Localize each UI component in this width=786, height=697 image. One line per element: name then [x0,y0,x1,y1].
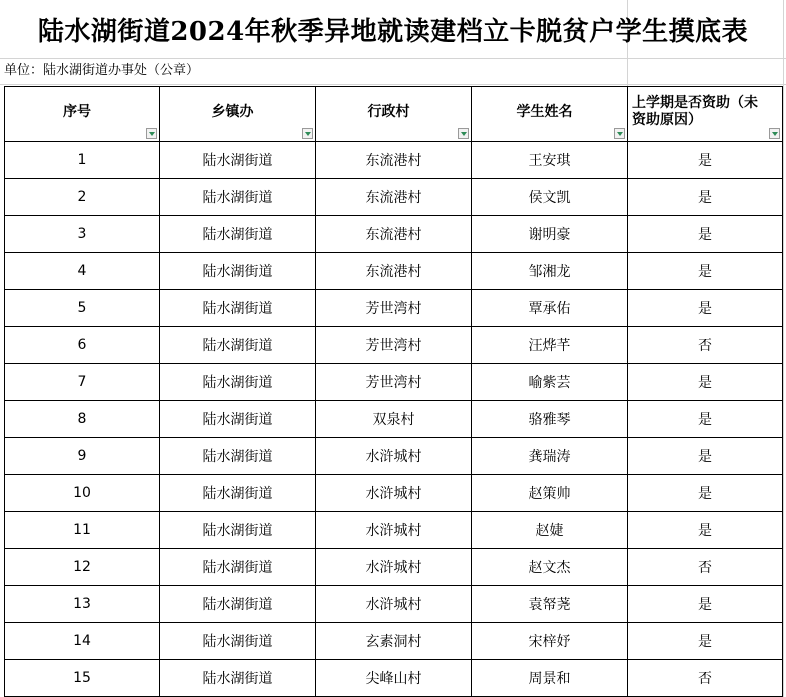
cell-funded[interactable]: 是 [628,142,783,179]
cell-village[interactable]: 芳世湾村 [316,290,472,327]
cell-village[interactable]: 东流港村 [316,142,472,179]
filter-dropdown-icon[interactable] [769,128,780,139]
table-row [5,660,783,697]
cell-village[interactable]: 水浒城村 [316,438,472,475]
cell-village[interactable]: 尖峰山村 [316,660,472,697]
cell-funded[interactable]: 是 [628,401,783,438]
header-cell-index [5,87,160,142]
cell-index[interactable]: 5 [5,290,160,327]
cell-village[interactable]: 芳世湾村 [316,327,472,364]
cell-student-name[interactable]: 谢明豪 [472,216,628,253]
cell-township[interactable]: 陆水湖街道 [160,142,316,179]
cell-student-name[interactable]: 周景和 [472,660,628,697]
cell-village[interactable]: 东流港村 [316,216,472,253]
cell-funded[interactable]: 是 [628,475,783,512]
table-row [5,512,783,549]
table-row [5,253,783,290]
cell-index[interactable]: 7 [5,364,160,401]
table-row [5,475,783,512]
cell-index[interactable]: 12 [5,549,160,586]
cell-township[interactable]: 陆水湖街道 [160,438,316,475]
cell-township[interactable]: 陆水湖街道 [160,290,316,327]
cell-village[interactable]: 玄素洞村 [316,623,472,660]
cell-township[interactable]: 陆水湖街道 [160,327,316,364]
header-label: 行政村 [367,103,410,120]
cell-township[interactable]: 陆水湖街道 [160,475,316,512]
cell-student-name[interactable]: 喻紫芸 [472,364,628,401]
cell-village[interactable]: 水浒城村 [316,512,472,549]
cell-township[interactable]: 陆水湖街道 [160,364,316,401]
cell-funded[interactable]: 否 [628,327,783,364]
cell-funded[interactable]: 否 [628,660,783,697]
unit-label: 单位：陆水湖街道办事处（公章） [4,63,200,78]
cell-funded[interactable]: 是 [628,586,783,623]
table-row [5,586,783,623]
cell-index[interactable]: 15 [5,660,160,697]
table-body [5,142,783,697]
cell-student-name[interactable]: 汪烨芊 [472,327,628,364]
cell-township[interactable]: 陆水湖街道 [160,179,316,216]
cell-index[interactable]: 11 [5,512,160,549]
header-label: 乡镇办 [211,103,254,120]
cell-student-name[interactable]: 骆雅琴 [472,401,628,438]
cell-index[interactable]: 4 [5,253,160,290]
cell-index[interactable]: 9 [5,438,160,475]
table-row [5,438,783,475]
cell-student-name[interactable]: 覃承佑 [472,290,628,327]
cell-funded[interactable]: 否 [628,549,783,586]
table-row [5,364,783,401]
cell-student-name[interactable]: 宋梓妤 [472,623,628,660]
cell-student-name[interactable]: 袁帑荛 [472,586,628,623]
gridline [0,84,786,85]
cell-index[interactable]: 6 [5,327,160,364]
header-cell-funded [628,87,783,142]
header-label: 上学期是否资助（未资助原因） [632,95,758,128]
header-cell-village [316,87,472,142]
filter-dropdown-icon[interactable] [458,128,469,139]
cell-village[interactable]: 水浒城村 [316,475,472,512]
filter-dropdown-icon[interactable] [146,128,157,139]
cell-student-name[interactable]: 邹湘龙 [472,253,628,290]
table-row [5,549,783,586]
header-cell-township [160,87,316,142]
cell-township[interactable]: 陆水湖街道 [160,549,316,586]
cell-student-name[interactable]: 赵文杰 [472,549,628,586]
cell-township[interactable]: 陆水湖街道 [160,660,316,697]
header-label: 学生姓名 [516,103,573,120]
cell-funded[interactable]: 是 [628,623,783,660]
filter-dropdown-icon[interactable] [302,128,313,139]
table-row [5,142,783,179]
header-row [5,87,783,142]
cell-index[interactable]: 1 [5,142,160,179]
header-cell-student-name [472,87,628,142]
header-label: 序号 [63,103,91,120]
cell-township[interactable]: 陆水湖街道 [160,216,316,253]
table-row [5,216,783,253]
cell-village[interactable]: 东流港村 [316,253,472,290]
table-row [5,327,783,364]
gridline [0,58,786,59]
gridline [783,0,784,697]
student-table [4,86,783,697]
cell-township[interactable]: 陆水湖街道 [160,586,316,623]
table-row [5,290,783,327]
cell-village[interactable]: 双泉村 [316,401,472,438]
filter-dropdown-icon[interactable] [614,128,625,139]
cell-village[interactable]: 水浒城村 [316,586,472,623]
table-row [5,623,783,660]
cell-student-name[interactable]: 龚瑞涛 [472,438,628,475]
cell-township[interactable]: 陆水湖街道 [160,623,316,660]
cell-index[interactable]: 10 [5,475,160,512]
cell-index[interactable]: 14 [5,623,160,660]
cell-village[interactable]: 水浒城村 [316,549,472,586]
cell-township[interactable]: 陆水湖街道 [160,253,316,290]
cell-funded[interactable]: 是 [628,253,783,290]
cell-township[interactable]: 陆水湖街道 [160,512,316,549]
cell-index[interactable]: 3 [5,216,160,253]
cell-index[interactable]: 2 [5,179,160,216]
cell-index[interactable]: 13 [5,586,160,623]
cell-funded[interactable]: 是 [628,179,783,216]
cell-funded[interactable]: 是 [628,438,783,475]
table-row [5,179,783,216]
cell-student-name[interactable]: 赵策帅 [472,475,628,512]
cell-village[interactable]: 芳世湾村 [316,364,472,401]
cell-student-name[interactable]: 赵婕 [472,512,628,549]
cell-funded[interactable]: 是 [628,364,783,401]
cell-funded[interactable]: 是 [628,216,783,253]
cell-funded[interactable]: 是 [628,512,783,549]
table-row [5,401,783,438]
cell-index[interactable]: 8 [5,401,160,438]
cell-funded[interactable]: 是 [628,290,783,327]
cell-village[interactable]: 东流港村 [316,179,472,216]
cell-student-name[interactable]: 侯文凯 [472,179,628,216]
sheet-title: 陆水湖街道2024年秋季异地就读建档立卡脱贫户学生摸底表 [37,16,749,47]
cell-student-name[interactable]: 王安琪 [472,142,628,179]
cell-township[interactable]: 陆水湖街道 [160,401,316,438]
